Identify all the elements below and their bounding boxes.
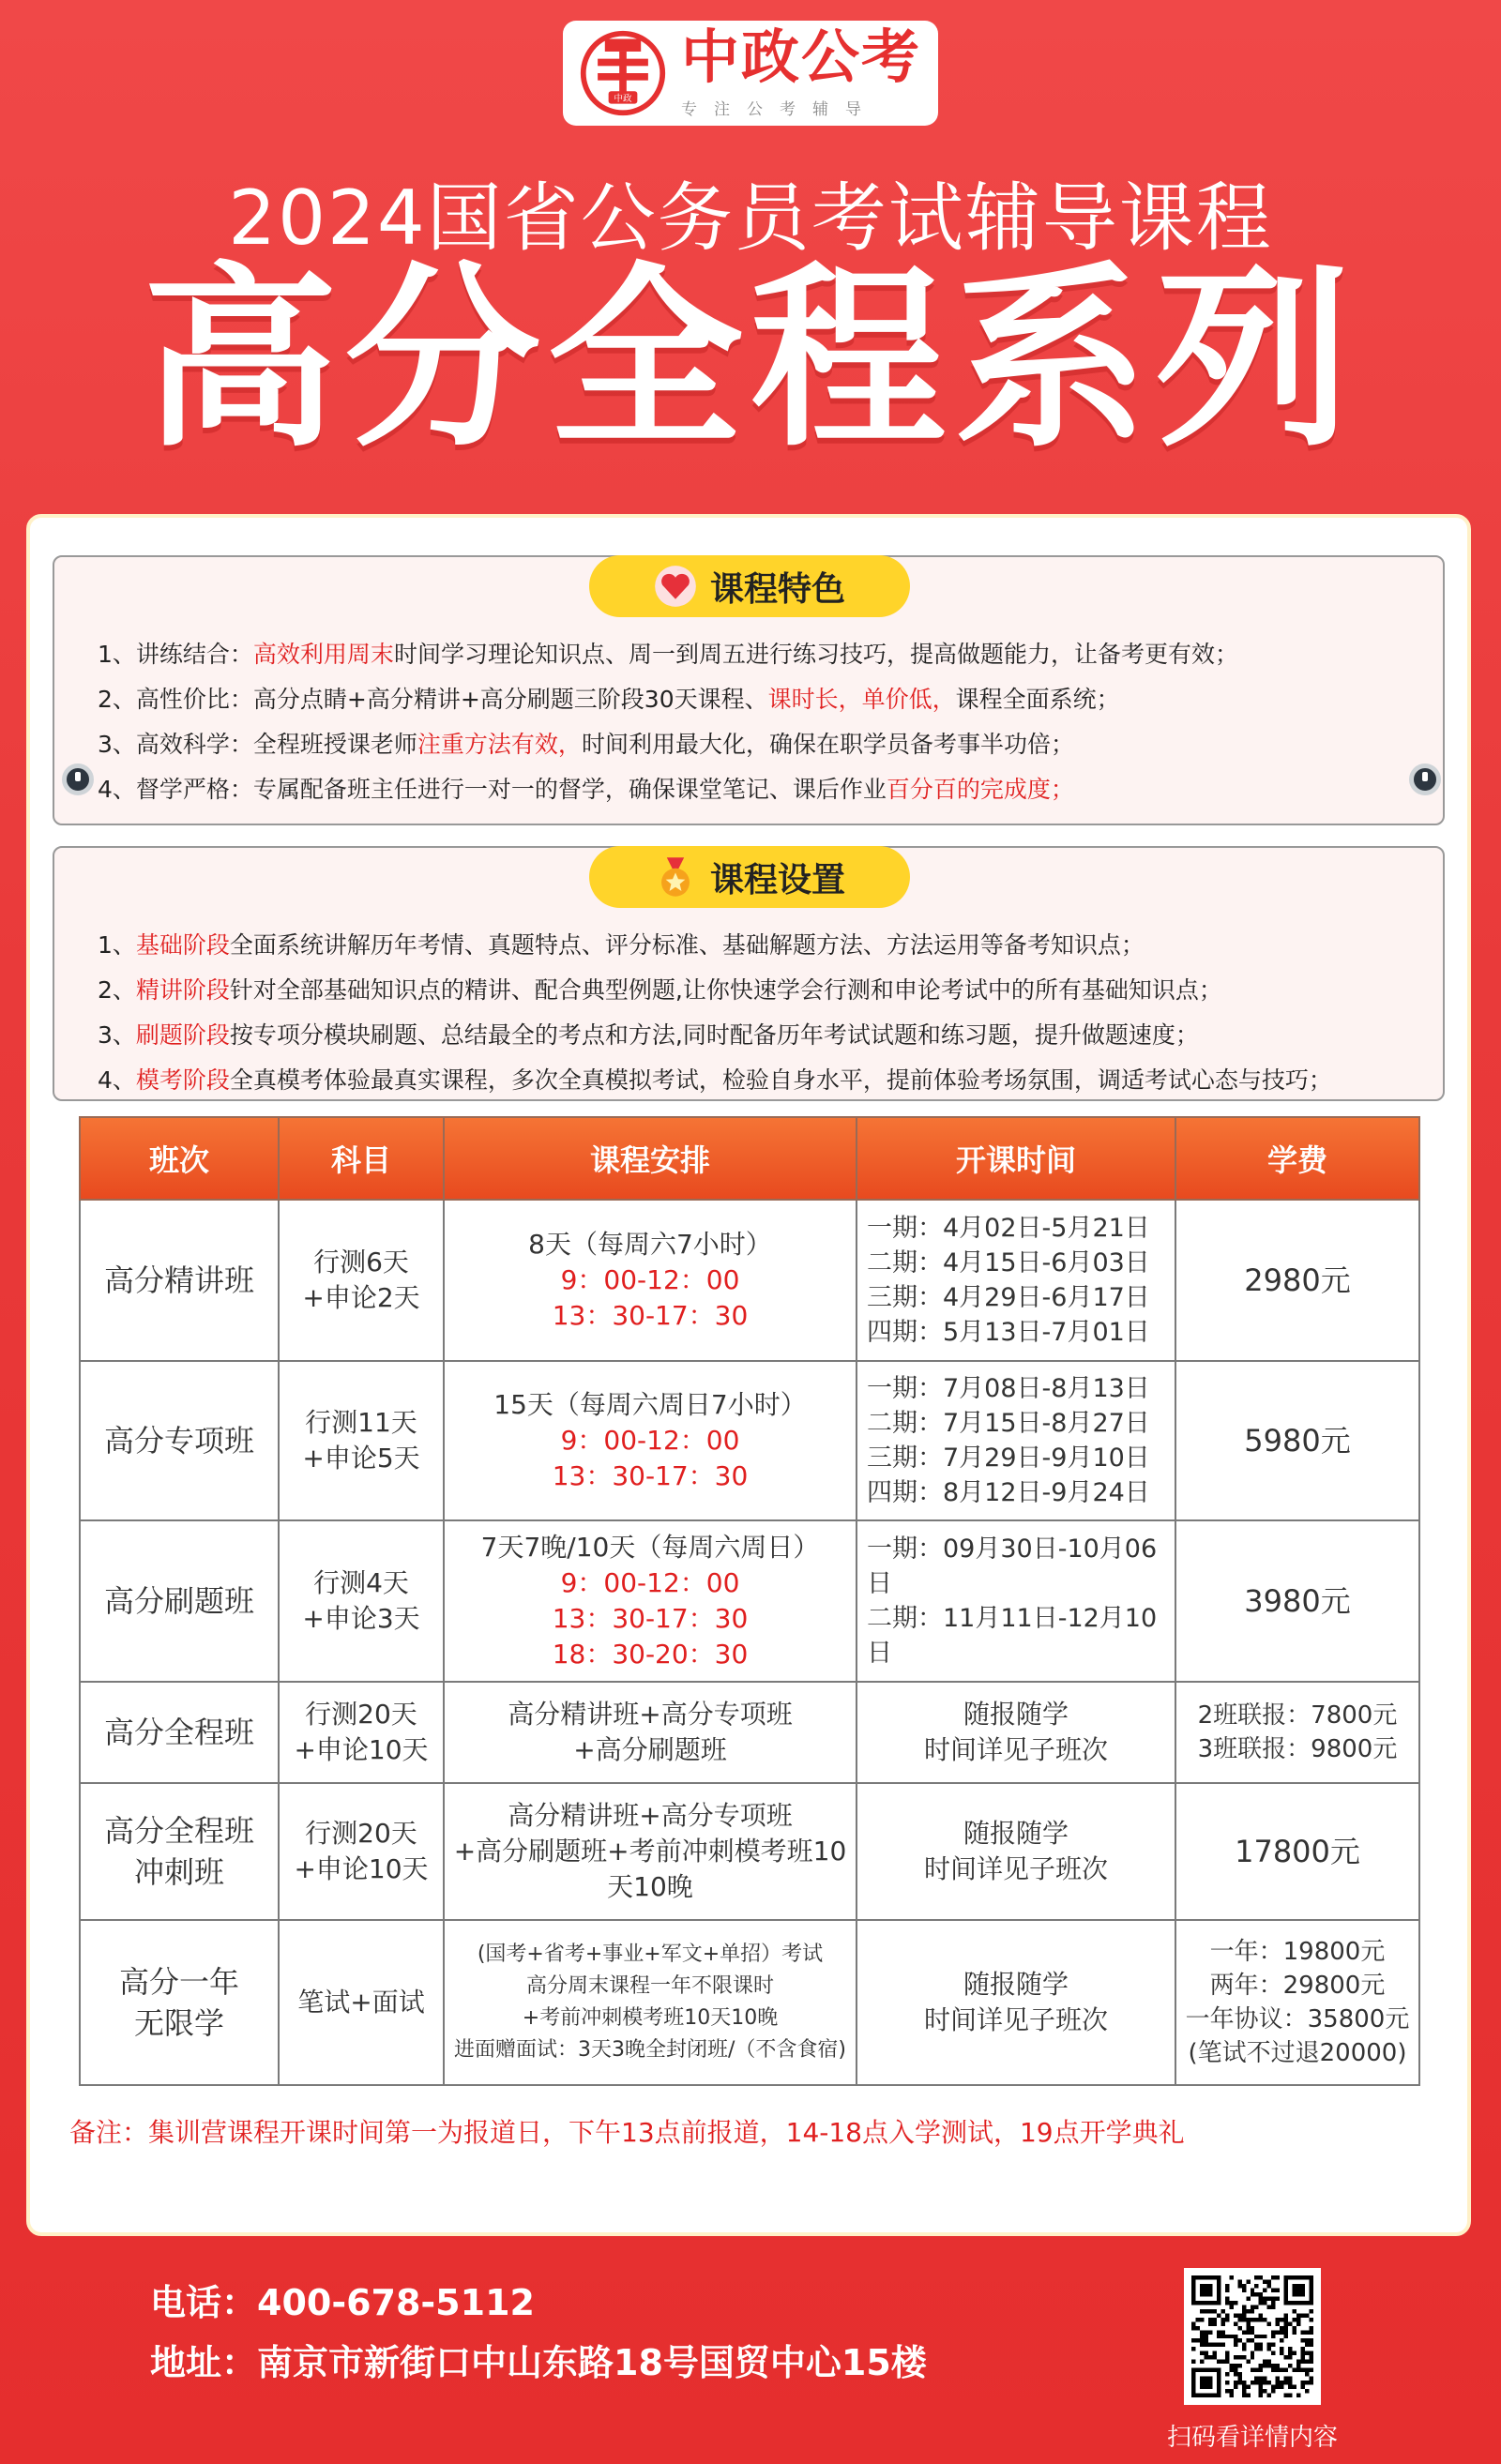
contact-phone: 电话：400-678-5112 bbox=[150, 2282, 535, 2323]
table-cell: 随报随学 时间详见子班次 bbox=[857, 1682, 1175, 1783]
table-cell: 3980元 bbox=[1175, 1520, 1419, 1682]
table-cell: (国考+省考+事业+军文+单招）考试 高分周末课程一年不限课时 +考前冲刺模考班10天10晚 进面赠面试：3天3晚全封闭班/（不含食宿) bbox=[444, 1920, 857, 2085]
table-cell: 行测4天 +申论3天 bbox=[279, 1520, 444, 1682]
list-item: 2、精讲阶段针对全部基础知识点的精讲、配合典型例题,让你快速学会行测和申论考试中的所有基础知识点； bbox=[98, 976, 1222, 1004]
binder-ring-icon bbox=[62, 763, 94, 795]
table-cell: 一期：7月08日-8月13日 二期：7月15日-8月27日 三期：7月29日-9月10日 四期：8月12日-9月24日 bbox=[857, 1361, 1175, 1520]
table-cell: 高分全程班 bbox=[80, 1682, 279, 1783]
table-cell: 行测6天 +申论2天 bbox=[279, 1200, 444, 1361]
table-cell: 高分刷题班 bbox=[80, 1520, 279, 1682]
heart-icon bbox=[654, 565, 697, 608]
table-cell: 7天7晚/10天（每周六周日） 9：00-12：00 13：30-17：30 18：30-20：30 bbox=[444, 1520, 857, 1682]
course-card bbox=[26, 514, 1471, 2236]
table-cell: 行测11天 +申论5天 bbox=[279, 1361, 444, 1520]
table-row bbox=[80, 1783, 1419, 1920]
col-header: 班次 bbox=[80, 1117, 279, 1200]
course-table bbox=[79, 1116, 1420, 2086]
table-cell: 随报随学 时间详见子班次 bbox=[857, 1920, 1175, 2085]
col-header: 课程安排 bbox=[444, 1117, 857, 1200]
table-cell: 笔试+面试 bbox=[279, 1920, 444, 2085]
col-header: 科目 bbox=[279, 1117, 444, 1200]
settings-section bbox=[53, 846, 1445, 1101]
logo-seal-text: 中政 bbox=[614, 93, 632, 104]
table-cell: 一期：09月30日-10月06日 二期：11月11日-12月10日 bbox=[857, 1520, 1175, 1682]
brand-slogan: 专注公考辅导 bbox=[681, 99, 878, 119]
binder-ring-icon bbox=[1409, 763, 1441, 795]
settings-heading-text: 课程设置 bbox=[709, 860, 845, 899]
features-heading-text: 课程特色 bbox=[709, 569, 845, 609]
col-header: 学费 bbox=[1175, 1117, 1419, 1200]
table-cell: 高分一年 无限学 bbox=[80, 1920, 279, 2085]
qr-code[interactable] bbox=[1184, 2268, 1321, 2405]
table-cell: 高分精讲班+高分专项班 +高分刷题班 bbox=[444, 1682, 857, 1783]
table-cell: 8天（每周六7小时） 9：00-12：00 13：30-17：30 bbox=[444, 1200, 857, 1361]
settings-heading bbox=[589, 846, 910, 908]
table-cell: 行测20天 +申论10天 bbox=[279, 1682, 444, 1783]
page-subtitle: 2024国省公务员考试辅导课程 bbox=[228, 174, 1273, 262]
remark-note: 备注：集训营课程开课时间第一为报道日，下午13点前报道，14-18点入学测试，19点开学典礼 bbox=[69, 2117, 1185, 2148]
contact-address: 地址：南京市新街口中山东路18号国贸中心15楼 bbox=[150, 2342, 927, 2383]
table-row bbox=[80, 1682, 1419, 1783]
features-heading bbox=[589, 555, 910, 617]
qr-code-icon bbox=[1191, 2275, 1313, 2397]
table-cell: 2980元 bbox=[1175, 1200, 1419, 1361]
table-cell: 一年：19800元 两年：29800元 一年协议：35800元 (笔试不过退20000) bbox=[1175, 1920, 1419, 2085]
table-cell: 2班联报：7800元 3班联报：9800元 bbox=[1175, 1682, 1419, 1783]
table-cell: 随报随学 时间详见子班次 bbox=[857, 1783, 1175, 1920]
table-row bbox=[80, 1200, 1419, 1361]
list-item: 4、督学严格：专属配备班主任进行一对一的督学，确保课堂笔记、课后作业百分百的完成度； bbox=[98, 776, 1074, 803]
table-header-row bbox=[80, 1117, 1419, 1200]
list-item: 4、模考阶段全真模考体验最真实课程，多次全真模拟考试，检验自身水平，提前体验考场氛围，调适考试心态与技巧； bbox=[98, 1066, 1332, 1094]
table-cell: 17800元 bbox=[1175, 1783, 1419, 1920]
table-cell: 行测20天 +申论10天 bbox=[279, 1783, 444, 1920]
settings-list bbox=[98, 923, 1424, 1103]
list-item: 1、基础阶段全面系统讲解历年考情、真题特点、评分标准、基础解题方法、方法运用等备考知识点； bbox=[98, 931, 1145, 959]
table-row bbox=[80, 1520, 1419, 1682]
table-cell: 高分精讲班+高分专项班 +高分刷题班+考前冲刺模考班10 天10晚 bbox=[444, 1783, 857, 1920]
col-header: 开课时间 bbox=[857, 1117, 1175, 1200]
page-title: 高分全程系列 bbox=[143, 247, 1358, 474]
brand-name: 中政公考 bbox=[681, 22, 922, 91]
table-row bbox=[80, 1361, 1419, 1520]
features-list bbox=[98, 632, 1424, 812]
list-item: 1、讲练结合：高效利用周末时间学习理论知识点、周一到周五进行练习技巧，提高做题能力，让备考更有效； bbox=[98, 641, 1238, 668]
brand-emblem-icon bbox=[578, 28, 668, 118]
features-section bbox=[53, 555, 1445, 825]
list-item: 3、高效科学：全程班授课老师注重方法有效，时间利用最大化，确保在职学员备考事半功倍； bbox=[98, 731, 1074, 758]
medal-icon bbox=[654, 855, 697, 899]
table-cell: 一期：4月02日-5月21日 二期：4月15日-6月03日 三期：4月29日-6月17日 四期：5月13日-7月01日 bbox=[857, 1200, 1175, 1361]
brand-logo bbox=[563, 21, 938, 126]
table-cell: 高分专项班 bbox=[80, 1361, 279, 1520]
table-cell: 5980元 bbox=[1175, 1361, 1419, 1520]
table-cell: 高分全程班 冲刺班 bbox=[80, 1783, 279, 1920]
qr-caption: 扫码看详情内容 bbox=[1166, 2424, 1338, 2452]
list-item: 2、高性价比：高分点睛+高分精讲+高分刷题三阶段30天课程、课时长，单价低，课程全面系统； bbox=[98, 686, 1120, 713]
list-item: 3、刷题阶段按专项分模块刷题、总结最全的考点和方法,同时配备历年考试试题和练习题，提升做题速度； bbox=[98, 1021, 1199, 1049]
table-row bbox=[80, 1920, 1419, 2085]
table-cell: 15天（每周六周日7小时） 9：00-12：00 13：30-17：30 bbox=[444, 1361, 857, 1520]
table-cell: 高分精讲班 bbox=[80, 1200, 279, 1361]
